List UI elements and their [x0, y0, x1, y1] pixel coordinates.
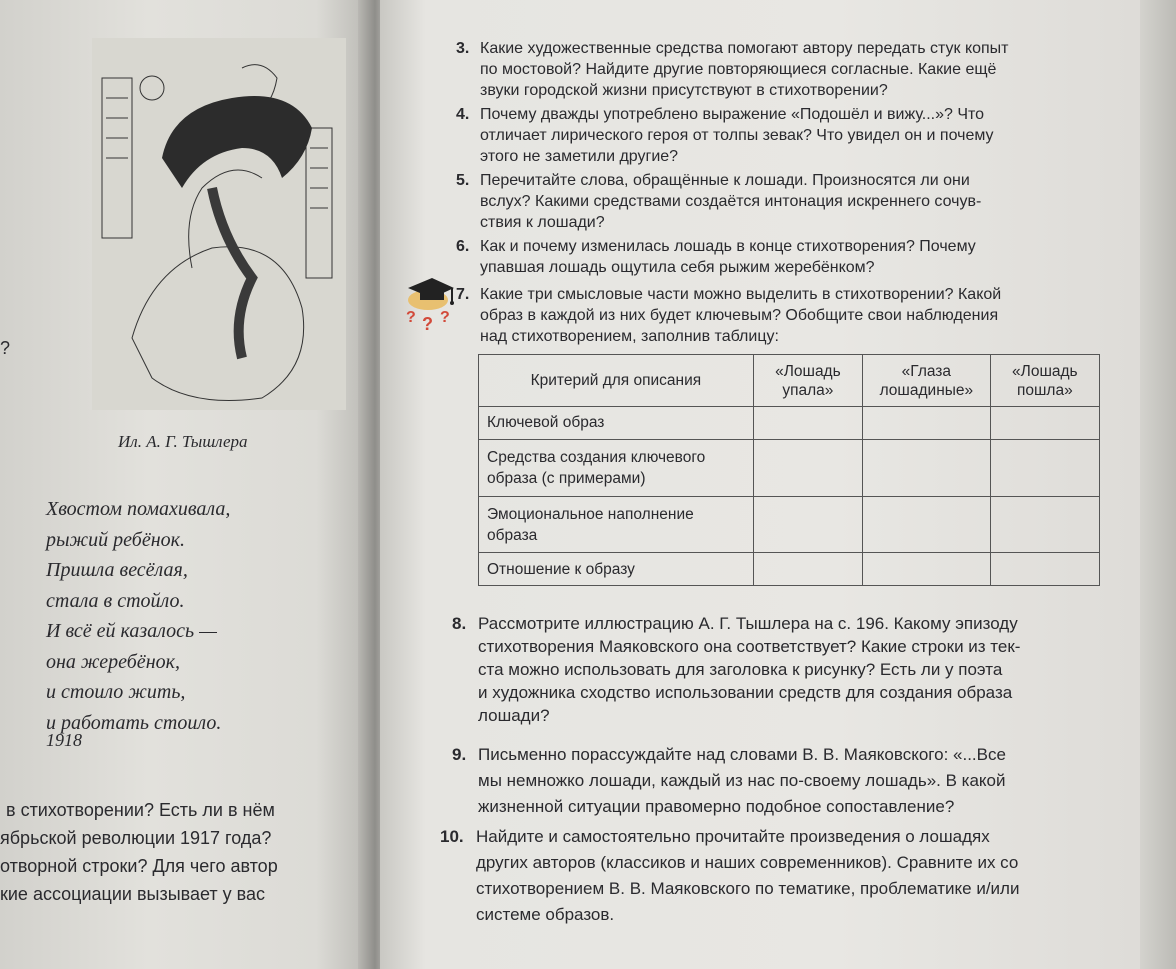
svg-text:?: ? — [422, 314, 433, 334]
poem-year: 1918 — [46, 730, 82, 750]
question-line: Какие три смысловые части можно выделить в стихотворении? Какой — [480, 286, 1002, 303]
question-line: жизненной ситуации правомерно подобное сопоставление? — [478, 797, 955, 816]
question-line: стихотворением В. В. Маяковского по тематике, проблематике и/или — [476, 879, 1020, 898]
question-line: Почему дважды употреблено выражение «Подошёл и вижу...»? Что — [480, 106, 985, 123]
question-line: упавшая лошадь ощутила себя рыжим жеребёнком? — [480, 259, 875, 276]
question-number: 4. — [456, 106, 470, 123]
question-number: 9. — [452, 745, 467, 764]
question-line: вслух? Какими средствами создаётся интонация искреннего сочув- — [480, 193, 982, 210]
question-line: других авторов (классиков и наших современников). Сравните их со — [476, 853, 1019, 872]
question-number: 5. — [456, 172, 470, 189]
table-header-row — [479, 355, 1100, 407]
table-row-label: Средства создания ключевого образа (с примерами) — [479, 439, 754, 496]
poem-line: и работать стоило. — [46, 711, 222, 734]
poem-line: стала в стойло. — [46, 589, 185, 612]
question-line: стихотворения Маяковского она соответствует? Какие строки из тек- — [478, 637, 1021, 656]
edge-question-mark: ? — [0, 338, 11, 358]
question-line: и художника сходство использовании средств для создания образа — [478, 683, 1013, 702]
horse-illustration — [92, 38, 346, 410]
table-row — [479, 496, 1100, 553]
table-cell-empty — [753, 439, 862, 496]
question-line: образ в каждой из них будет ключевым? Обобщите свои наблюдения — [480, 307, 999, 324]
poem-line: и стоило жить, — [46, 681, 186, 703]
question-line: системе образов. — [476, 905, 615, 924]
question-line: Письменно порассуждайте над словами В. В. Маяковского: «...Все — [478, 745, 1006, 764]
table-cell-empty — [863, 439, 991, 496]
page-edge — [1140, 0, 1176, 969]
question-line: звуки городской жизни присутствуют в стихотворении? — [480, 82, 888, 99]
table-cell-empty — [753, 553, 862, 586]
table-cell-empty — [753, 496, 862, 553]
truncated-text-line: в стихотворении? Есть ли в нём — [6, 800, 275, 820]
question-number: 8. — [452, 614, 467, 633]
question-line: Найдите и самостоятельно прочитайте произведения о лошадях — [476, 827, 990, 846]
truncated-text-line: отворной строки? Для чего автор — [0, 856, 278, 876]
question-number: 3. — [456, 40, 470, 57]
table-cell-empty — [753, 407, 862, 440]
truncated-text-line: ябрьской революции 1917 года? — [0, 828, 272, 848]
table-header-cell: «Глаза лошадиные» — [863, 355, 991, 407]
question-line: Перечитайте слова, обращённые к лошади. Произносятся ли они — [480, 172, 970, 189]
question-number: 6. — [456, 238, 470, 255]
table-cell-empty — [863, 496, 991, 553]
poem-line: она жеребёнок, — [46, 650, 180, 673]
poem-line: Хвостом помахивала, — [46, 498, 231, 520]
table-cell-empty — [863, 553, 991, 586]
graduation-cap-icon — [402, 272, 464, 334]
question-line: Как и почему изменилась лошадь в конце стихотворения? Почему — [480, 238, 976, 255]
question-line: мы немножко лошади, каждый из нас по-своему лошадь». В какой — [478, 771, 1006, 790]
poem-line: Пришла весёлая, — [46, 559, 188, 581]
table-row — [479, 407, 1100, 440]
question-line: Рассмотрите иллюстрацию А. Г. Тышлера на с. 196. Какому эпизоду — [478, 614, 1018, 633]
left-page — [0, 0, 372, 969]
question-line: ствия к лошади? — [480, 214, 605, 231]
table-header-cell: «Лошадь пошла» — [990, 355, 1099, 407]
criteria-table — [478, 354, 1100, 586]
table-cell-empty — [990, 407, 1099, 440]
table-row — [479, 553, 1100, 586]
table-row-label: Ключевой образ — [479, 407, 754, 440]
table-cell-empty — [990, 439, 1099, 496]
poem-line: И всё ей казалось — — [46, 620, 217, 642]
table-row-label: Отношение к образу — [479, 553, 754, 586]
table-row-label: Эмоциональное наполнение образа — [479, 496, 754, 553]
table-cell-empty — [863, 407, 991, 440]
table-cell-empty — [990, 496, 1099, 553]
illustration-caption: Ил. А. Г. Тышлера — [118, 432, 248, 451]
svg-text:?: ? — [440, 309, 450, 326]
question-line: лошади? — [478, 706, 550, 725]
question-number: 7. — [456, 286, 470, 303]
question-line: по мостовой? Найдите другие повторяющиеся согласные. Какие ещё — [480, 61, 997, 78]
question-line: над стихотворением, заполнив таблицу: — [480, 328, 779, 345]
table-cell-empty — [990, 553, 1099, 586]
table-header-cell: Критерий для описания — [479, 355, 754, 407]
question-marks-icon-label: ? — [406, 309, 416, 326]
poem-line: рыжий ребёнок. — [46, 528, 185, 551]
table-header-cell: «Лошадь упала» — [753, 355, 862, 407]
question-line: отличает лирического героя от толпы зевак? Что увидел он и почему — [480, 127, 994, 144]
question-line: Какие художественные средства помогают автору передать стук копыт — [480, 40, 1009, 57]
poem-stanza — [46, 494, 230, 738]
question-line: этого не заметили другие? — [480, 148, 679, 165]
truncated-text-line: кие ассоциации вызывает у вас — [0, 884, 266, 904]
question-line: ста можно использовать для заголовка к рисунку? Есть ли у поэта — [478, 660, 1003, 679]
table-row — [479, 439, 1100, 496]
question-number: 10. — [440, 827, 464, 846]
